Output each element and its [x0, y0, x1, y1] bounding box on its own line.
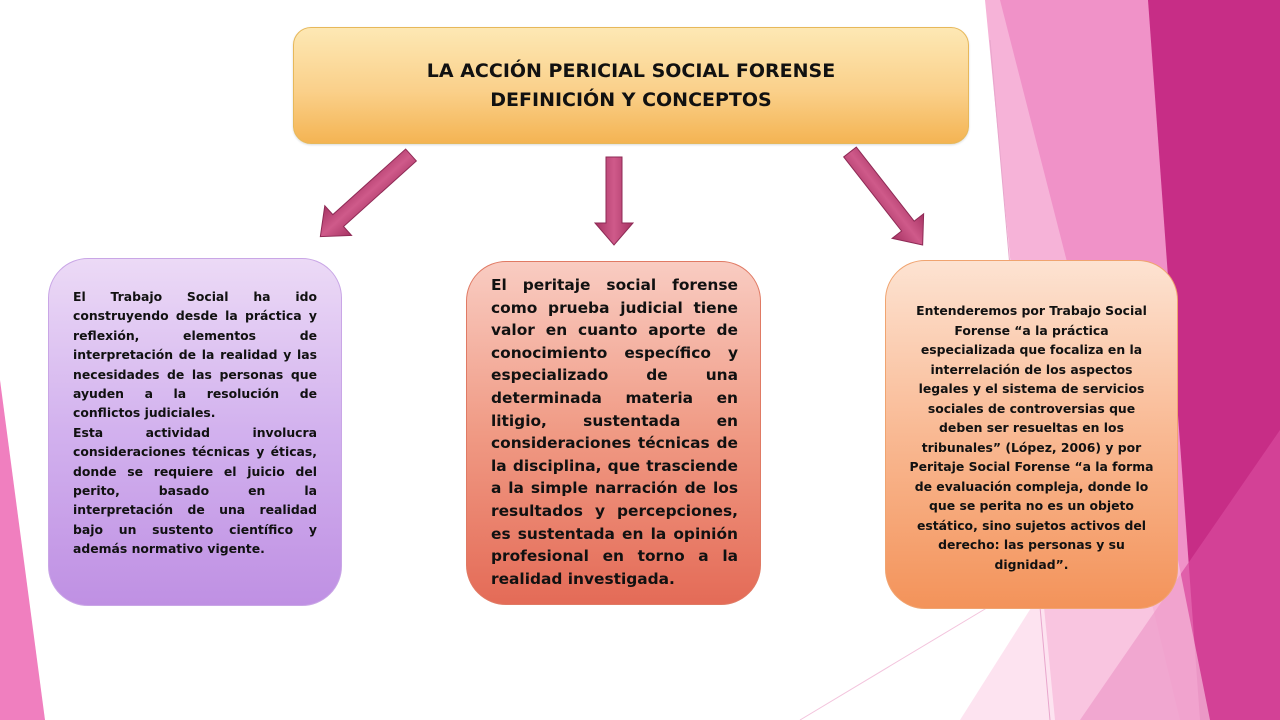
- box-trabajo-social: [48, 258, 342, 606]
- box-left-paragraph-2: Esta actividad involucra consideraciones técnicas y éticas, donde se requiere el juicio del perito, basado en la interpretación de una realidad bajo un sustento científico y además normativo vigente.: [73, 424, 317, 557]
- title-line-2: DEFINICIÓN Y CONCEPTOS: [490, 88, 772, 111]
- box-peritaje-social: [466, 261, 761, 605]
- box-right-text: Entenderemos por Trabajo Social Forense “a la práctica especializada que focaliza en la interrelación de los aspectos legales y el sistema de servicios sociales de controversias que deben ser resueltas en los tribunales” (López, 2006) y por Peritaje Social Forense “a la forma de evaluación compleja, donde lo que se perita no es un objeto estático, sino sujetos activos del derecho: las personas y su dignidad”.: [909, 303, 1154, 572]
- box-middle-text: El peritaje social forense como prueba judicial tiene valor en cuanto aporte de conocimiento específico y especializado de una determinada materia en litigio, sustentada en consideraciones técnicas de la disciplina, que trasciende a la simple narración de los resultados y percepciones, es sustentada en la opinión profesional en torno a la realidad investigada.: [491, 276, 738, 588]
- bg-thin-line-2: [800, 600, 1000, 720]
- box-trabajo-social-forense: [885, 260, 1178, 609]
- title-line-1: LA ACCIÓN PERICIAL SOCIAL FORENSE: [426, 59, 836, 82]
- title-box: [293, 27, 969, 144]
- bg-shape-left-pink: [0, 380, 45, 720]
- box-left-paragraph-1: El Trabajo Social ha ido construyendo desde la práctica y reflexión, elementos de interpretación de la realidad y las necesidades de las personas que ayuden a la resolución de conflictos judiciales.: [73, 289, 317, 421]
